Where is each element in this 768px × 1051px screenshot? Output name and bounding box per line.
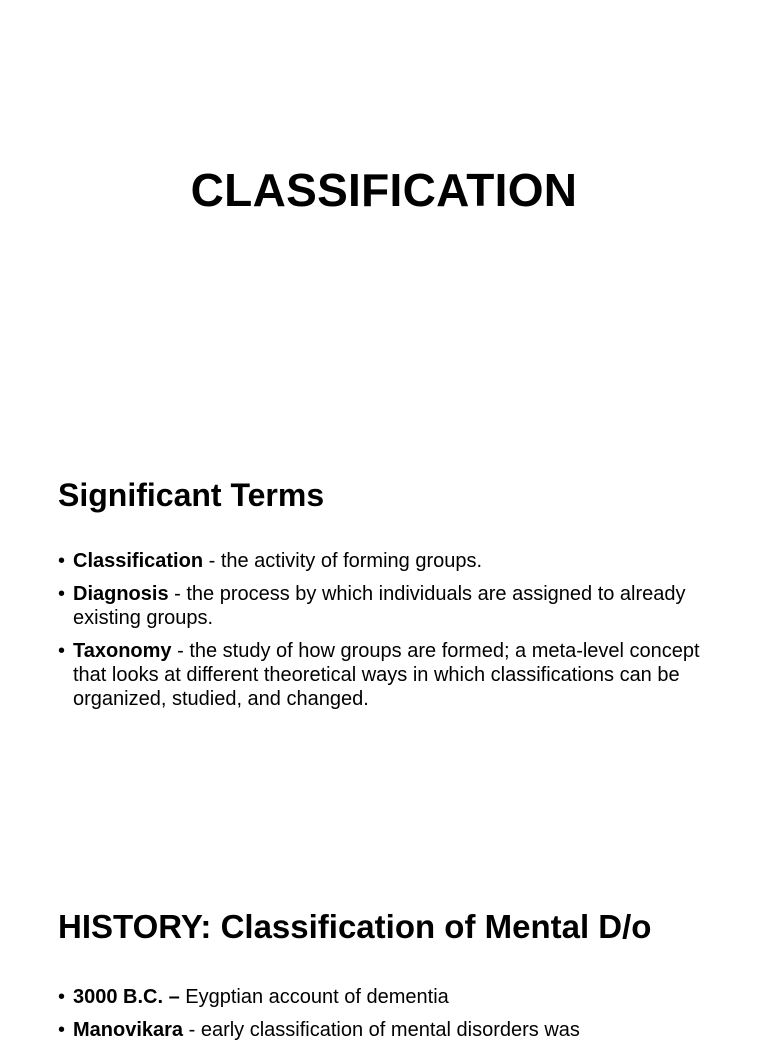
term-label: Diagnosis (73, 583, 169, 605)
bullet-icon: • (58, 1019, 66, 1041)
bullet-icon: • (58, 550, 66, 572)
history-label: 3000 B.C. – (73, 986, 180, 1008)
term-definition: - the activity of forming groups. (203, 550, 483, 572)
bullet-icon: • (58, 640, 66, 662)
history-label: Manovikara (73, 1019, 184, 1041)
term-label: Taxonomy (73, 640, 172, 662)
significant-terms-list (58, 549, 718, 720)
section-heading-significant-terms: Significant Terms (58, 477, 325, 513)
term-item-taxonomy (58, 639, 718, 711)
bullet-icon: • (58, 986, 66, 1008)
term-definition: - the study of how groups are formed; a meta-level concept that looks at different theoretical ways in which classifications can be organized, studied, and changed. (73, 640, 700, 710)
term-definition: - the process by which individuals are assigned to already existing groups. (73, 583, 686, 629)
bullet-icon: • (58, 583, 66, 605)
page-title: CLASSIFICATION (190, 164, 578, 216)
section-heading-history: HISTORY: Classification of Mental D/o (58, 908, 652, 945)
history-list (58, 985, 718, 1051)
term-label: Classification (73, 550, 204, 572)
term-item-classification (58, 549, 718, 573)
history-item-manovikara (58, 1018, 718, 1042)
history-description: Eygptian account of dementia (179, 986, 449, 1008)
history-item-3000bc (58, 985, 718, 1009)
term-item-diagnosis (58, 582, 718, 630)
history-description: - early classification of mental disorders was (183, 1019, 580, 1041)
